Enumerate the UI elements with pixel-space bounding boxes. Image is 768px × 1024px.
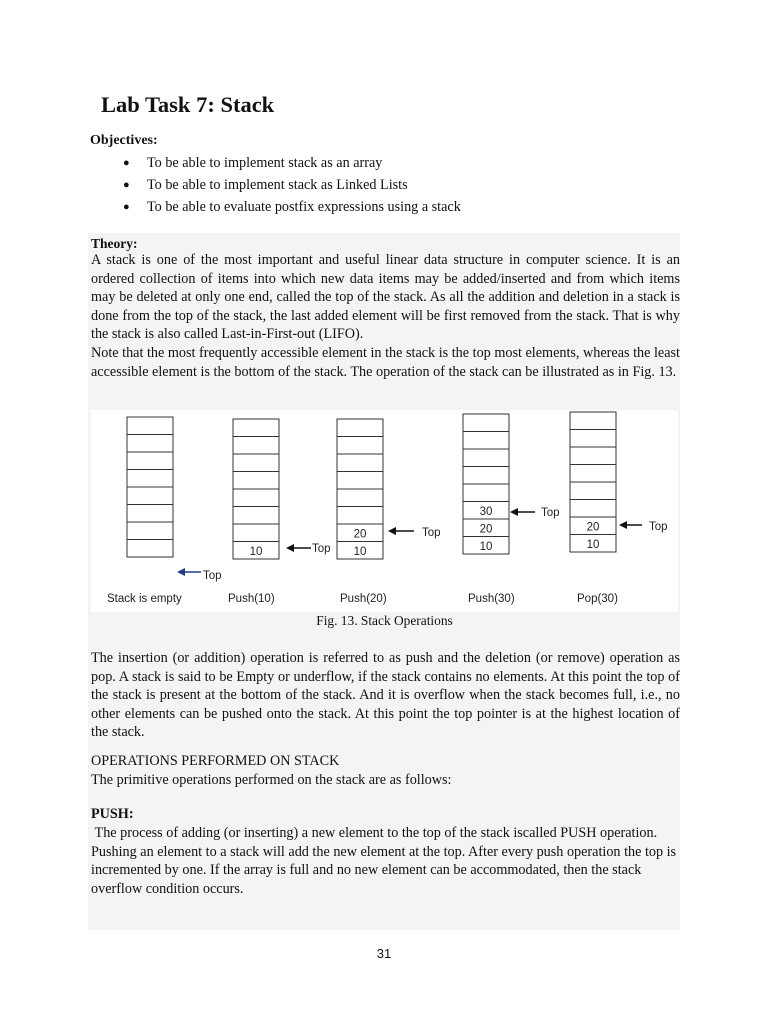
stack-diagram [91, 410, 678, 612]
stack-cell-value: 10 [353, 545, 367, 558]
objectives-list [90, 152, 690, 218]
push-pop-paragraph: The insertion (or addition) operation is referred to as push and the deletion (or remove) operation as pop. A stack is said to be Empty or underflow, if the stack contains no elements. At this point the top of the stack is present at the bottom of the stack. And it is overflow when the stack becomes full, i.e., no other elements can be pushed onto the stack. At this point the top pointer is at the highest location of the stack. [91, 650, 680, 741]
page-number: 31 [376, 946, 392, 961]
stack-label: Stack is empty [107, 593, 182, 605]
objective-text: To be able to implement stack as Linked Lists [147, 177, 408, 193]
theory-heading: Theory: [91, 236, 138, 251]
top-arrow-icon [388, 527, 396, 535]
stack-cell-value: 10 [586, 538, 600, 551]
stack-cell-value: 20 [586, 521, 600, 534]
stack-cell-value: 20 [353, 528, 367, 541]
theory-paragraph-2: Note that the most frequently accessible element in the stack is the top most elements, whereas the least accessible element is the bottom of the stack. The operation of the stack can be illustrated as in Fig. 13. [91, 344, 680, 380]
figure-caption: Fig. 13. Stack Operations [316, 613, 453, 628]
top-label: Top [312, 543, 331, 555]
stack-label: Push(30) [468, 593, 515, 605]
bullet-icon: ● [123, 157, 130, 169]
objectives-section [90, 133, 690, 218]
theory-paragraph-1: A stack is one of the most important and useful linear data structure in computer science. It is an ordered collection of items into which new data items may be added/inserted and from which items may be deleted at only one end, called the top of the stack. As all the addition and deletion in a stack is done from the top of the stack, the last added element will be first removed from the stack. That is why the stack is also called Last-in-First-out (LIFO). [91, 252, 680, 343]
operations-intro: The primitive operations performed on the stack are as follows: [91, 771, 452, 788]
operations-heading: OPERATIONS PERFORMED ON STACK [91, 753, 340, 769]
objective-text: To be able to implement stack as an array [147, 155, 383, 171]
push-paragraph: The process of adding (or inserting) a new element to the top of the stack iscalled PUSH operation. Pushing an element to a stack will add the new element at the top. After every push operation the top is incremented by one. If the array is full and no new element can be accommodated, then the stack overflow condition occurs. [91, 825, 680, 897]
theory-section [91, 236, 680, 381]
push-section [91, 805, 680, 898]
stack-operations-figure [91, 410, 678, 612]
stack-label: Pop(30) [577, 593, 618, 605]
top-label: Top [422, 527, 441, 539]
top-label: Top [541, 507, 560, 519]
list-item [90, 196, 690, 218]
stack-label: Push(20) [340, 593, 387, 605]
stack-cell-value: 30 [479, 505, 493, 518]
top-arrow-icon [619, 521, 627, 529]
bullet-icon: ● [123, 201, 130, 213]
top-label: Top [203, 570, 222, 582]
operations-section [91, 752, 680, 789]
push-pop-section [91, 649, 680, 742]
top-arrow-icon [510, 508, 518, 516]
push-heading: PUSH: [91, 806, 134, 822]
top-arrow-icon [177, 568, 185, 576]
stack-cell-value: 10 [249, 545, 263, 558]
stack-cell-value: 20 [479, 523, 493, 536]
stack-cell-value: 10 [479, 540, 493, 553]
top-arrow-icon [286, 544, 294, 552]
page-title: Lab Task 7: Stack [101, 92, 275, 117]
top-label: Top [649, 521, 668, 533]
objective-text: To be able to evaluate postfix expressions using a stack [147, 199, 461, 215]
list-item [90, 174, 690, 196]
stack-label: Push(10) [228, 593, 275, 605]
bullet-icon: ● [123, 179, 130, 191]
objectives-heading: Objectives: [90, 133, 158, 148]
list-item [90, 152, 690, 174]
